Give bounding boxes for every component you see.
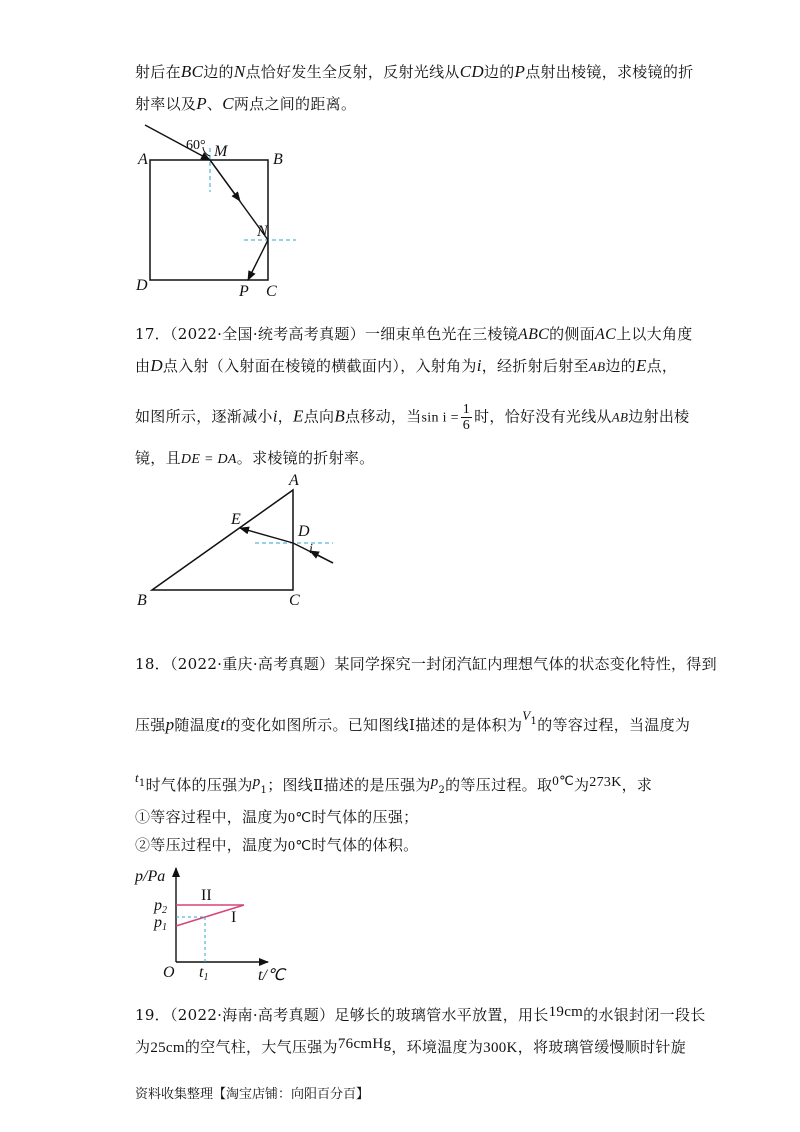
q17-label-d: D xyxy=(298,523,310,540)
q17-label-b: B xyxy=(137,592,147,609)
q18-label-t1: t1 xyxy=(199,964,209,983)
q16-label-n: N xyxy=(257,223,268,240)
page-footer: 资料收集整理【淘宝店铺：向阳百分百】 xyxy=(135,1087,370,1102)
q17-label-i: i xyxy=(309,542,313,557)
q18-xlabel: t/℃ xyxy=(258,967,285,984)
q16-label-a: A xyxy=(138,151,148,168)
q19-text-line-1: 19．（2022·海南·高考真题）足够长的玻璃管水平放置，用长19cm的水银封闭一段长 xyxy=(135,1004,706,1024)
q17-label-a: A xyxy=(289,472,299,489)
q18-label-p2: p2 xyxy=(154,897,167,916)
q16-label-c: C xyxy=(266,283,277,300)
q17-label-c: C xyxy=(289,592,300,609)
q16-label-d: D xyxy=(136,277,148,294)
q16-label-b: B xyxy=(273,151,283,168)
q18-label-p1: p1 xyxy=(154,914,167,933)
q16-text-line-1: 射后在BC边的N点恰好发生全反射，反射光线从CD边的P点射出棱镜，求棱镜的折 xyxy=(135,62,694,81)
q17-text-line-1: 17．（2022·全国·统考高考真题）一细束单色光在三棱镜ABC的侧面AC上以大角度 xyxy=(135,325,693,343)
q18-text-line-5: ②等压过程中，温度为0℃时气体的体积。 xyxy=(135,836,419,854)
q18-text-line-4: ①等容过程中，温度为0℃时气体的压强； xyxy=(135,808,419,826)
q16-angle-label: 60° xyxy=(186,138,206,153)
q16-text-line-2: 射率以及P、C两点之间的距离。 xyxy=(135,94,357,113)
q17-text-line-4: 镜，且DE = DA。求棱镜的折射率。 xyxy=(135,449,375,467)
q16-label-p: P xyxy=(239,283,249,300)
q17-fraction: $\frac{1}{6}$ xyxy=(462,402,471,433)
q18-text-line-3: $t^1$时气体的压强为$p_1$；图线Ⅱ描述的是压强为$p_2$的等压过程。取0℃为273K，求 xyxy=(135,770,653,796)
q18-text-line-2: 压强p随温度t的变化如图所示。已知图线Ⅰ描述的是体积为$V^1$的等容过程，当温度为 xyxy=(135,708,691,734)
q17-text-line-2: 由D点入射（入射面在棱镜的横截面内），入射角为i，经折射后射至AB边的E点， xyxy=(135,356,678,375)
q16-label-m: M xyxy=(214,143,228,160)
q17-text-line-3: 如图所示，逐渐减小i，E点向B点移动，当sin i = $\frac{1}{6}$ 时，恰好没有光线从AB边射出棱 xyxy=(135,402,690,433)
q19-text-line-2: 为25cm的空气柱，大气压强为76cmHg，环境温度为300K，将玻璃管缓慢顺时针旋 xyxy=(135,1036,686,1056)
q18-label-i: I xyxy=(231,909,237,926)
q18-label-ii: II xyxy=(201,887,212,904)
q17-label-e: E xyxy=(231,511,241,528)
q18-label-origin: O xyxy=(163,964,175,981)
q18-ylabel: p/Pa xyxy=(135,868,166,885)
q18-text-line-1: 18．（2022·重庆·高考真题）某同学探究一封闭汽缸内理想气体的状态变化特性，得到 xyxy=(135,655,717,673)
